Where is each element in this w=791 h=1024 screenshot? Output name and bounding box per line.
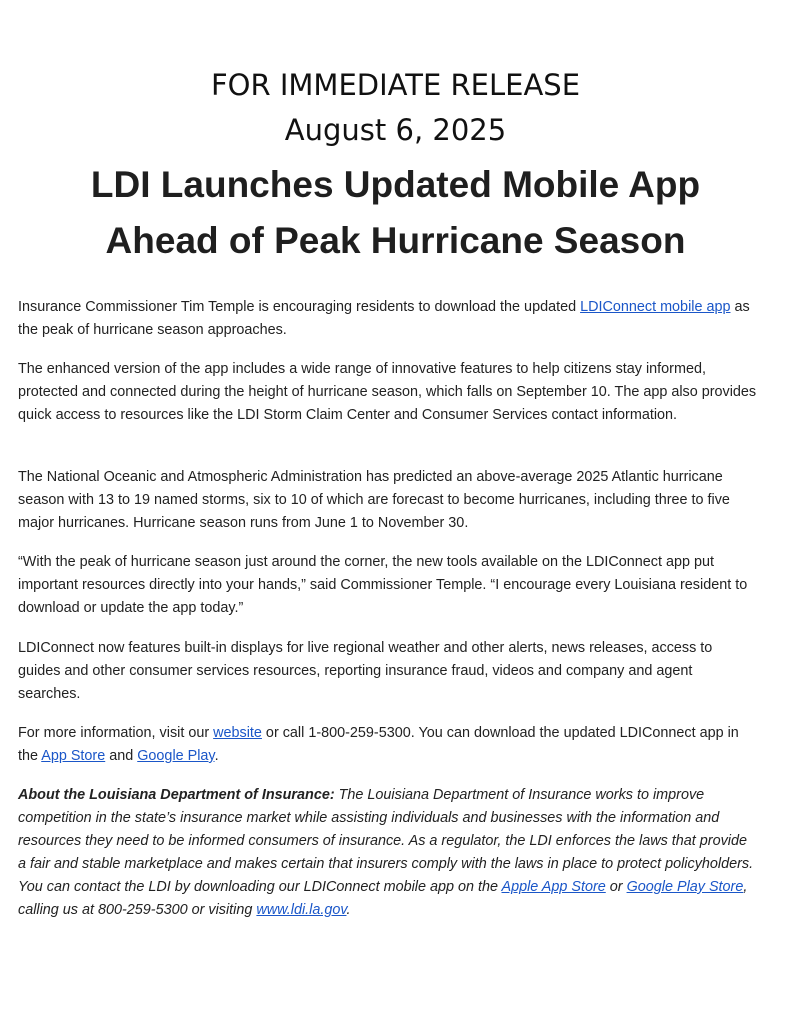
about-heading: About the Louisiana Department of Insurance:	[18, 787, 335, 803]
paragraph-intro	[18, 296, 758, 342]
features-text: The enhanced version of the app includes a wide range of innovative features to help citizens stay informed, protected and connected during the height of hurricane season, which falls on September 10. The app also provides quick access to resources like the LDI Storm Claim Center and Consumer Services contact information.	[18, 361, 757, 423]
google-play-link[interactable]: Google Play	[137, 748, 215, 764]
more-info-text-b: or call 1-800-259-5300. You can download the updated LDIConnect app in the	[18, 725, 739, 764]
more-info-text-d: .	[214, 748, 219, 764]
about-text-c: , calling us at 800-259-5300 or visiting	[18, 879, 748, 918]
more-info-text-a: For more information, visit our	[18, 725, 214, 741]
release-label: FOR IMMEDIATE RELEASE	[210, 68, 581, 102]
apple-app-store-link[interactable]: Apple App Store	[501, 879, 606, 895]
ldi-website-link[interactable]: www.ldi.la.gov	[256, 902, 347, 918]
website-link[interactable]: website	[213, 725, 262, 741]
ldiconnect-app-link[interactable]: LDIConnect mobile app	[580, 299, 731, 315]
headline	[0, 157, 791, 269]
intro-text-b: as the peak of hurricane season approaches.	[18, 299, 750, 338]
paragraph-more-info	[18, 722, 758, 768]
about-text-a: The Louisiana Department of Insurance works to improve competition in the state’s insurance market while assisting individuals and businesses with the information and resources they need to be informed consumers of insurance. As a regulator, the LDI enforces the laws that provide a fair and stable marketplace and makes certain that insurers comply with the laws in place to protect policyholders. You can contact the LDI by downloading our LDIConnect mobile app on the	[18, 787, 754, 895]
paragraph-noaa	[18, 466, 758, 535]
paragraph-quote	[18, 551, 758, 620]
headline-line-2: Ahead of Peak Hurricane Season	[105, 220, 686, 261]
quote-text: “With the peak of hurricane season just around the corner, the new tools available on the LDIConnect app put important resources directly into your hands,” said Commissioner Temple. “I encourage every Louisiana resident to download or update the app today.”	[18, 554, 748, 616]
release-date: August 6, 2025	[284, 113, 507, 147]
paragraph-capabilities	[18, 637, 758, 706]
capabilities-text: LDIConnect now features built-in displays for live regional weather and other alerts, news releases, access to guides and other consumer services resources, reporting insurance fraud, videos and company and agent searches.	[18, 640, 713, 702]
paragraph-features	[18, 358, 758, 427]
noaa-text: The National Oceanic and Atmospheric Administration has predicted an above-average 2025 Atlantic hurricane season with 13 to 19 named storms, six to 10 of which are forecast to become hurricanes, including three to five major hurricanes. Hurricane season runs from June 1 to November 30.	[18, 469, 730, 531]
app-store-link[interactable]: App Store	[41, 748, 106, 764]
headline-line-1: LDI Launches Updated Mobile App	[90, 164, 701, 205]
google-play-store-link[interactable]: Google Play Store	[626, 879, 744, 895]
paragraph-about	[18, 784, 758, 922]
about-text-b: or	[605, 879, 627, 895]
about-text-d: .	[346, 902, 351, 918]
more-info-text-c: and	[105, 748, 138, 764]
intro-text-a: Insurance Commissioner Tim Temple is encouraging residents to download the updated	[18, 299, 581, 315]
